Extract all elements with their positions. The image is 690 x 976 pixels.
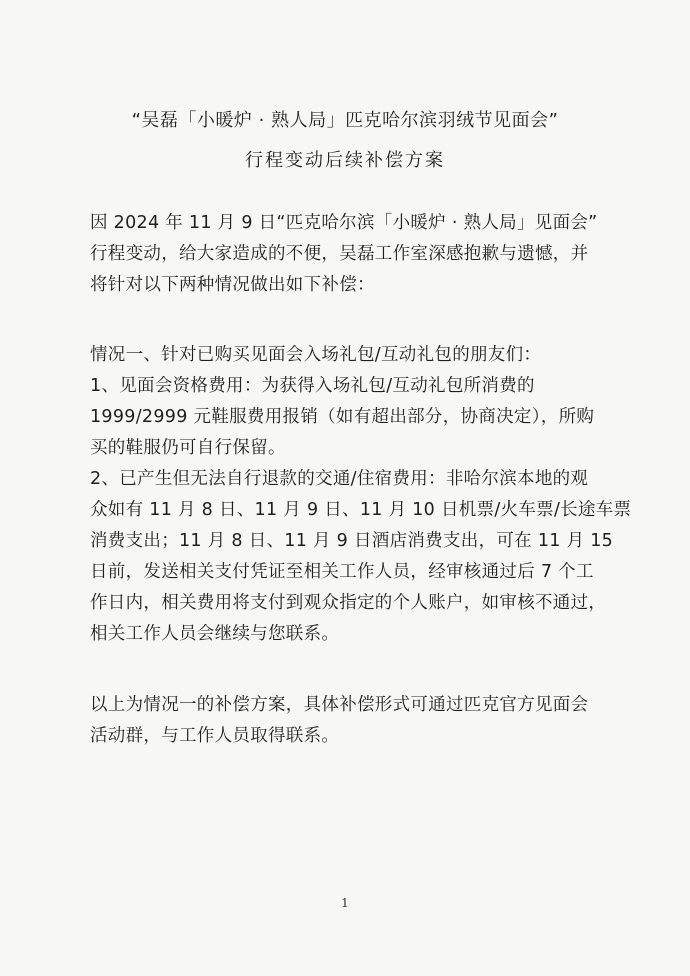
closing-line: 活动群，与工作人员取得联系。 <box>90 726 340 746</box>
case-one-line: 1999/2999 元鞋服费用报销（如有超出部分，协商决定），所购 <box>90 407 595 427</box>
closing-line: 以上为情况一的补偿方案，具体补偿形式可通过匹克官方见面会 <box>90 695 589 715</box>
document-subtitle: 行程变动后续补偿方案 <box>245 150 445 171</box>
case-one-line: 买的鞋服仍可自行保留。 <box>90 438 286 458</box>
document-title: “吴磊「小暖炉 · 熟人局」匹克哈尔滨羽绒节见面会” <box>131 110 559 131</box>
case-one-line: 众如有 11 月 8 日、11 月 9 日、11 月 10 日机票/火车票/长途车票 <box>90 500 632 520</box>
case-one-line: 2、已产生但无法自行退款的交通/住宿费用：非哈尔滨本地的观 <box>90 469 589 489</box>
intro-paragraph <box>90 208 620 301</box>
case-one-line: 作日内，相关费用将支付到观众指定的个人账户，如审核不通过， <box>90 593 607 613</box>
case-one-line: 1、见面会资格费用：为获得入场礼包/互动礼包所消费的 <box>90 376 535 396</box>
case-one-line: 相关工作人员会继续与您联系。 <box>90 624 340 644</box>
case-one-line: 消费支出；11 月 8 日、11 月 9 日酒店消费支出，可在 11 月 15 <box>90 531 614 551</box>
case-one-section <box>90 340 632 650</box>
intro-line: 将针对以下两种情况做出如下补偿： <box>90 275 375 295</box>
intro-line: 因 2024 年 11 月 9 日“匹克哈尔滨「小暖炉 · 熟人局」见面会” <box>90 213 598 233</box>
case-one-heading: 情况一、针对已购买见面会入场礼包/互动礼包的朋友们： <box>90 345 542 365</box>
page-number: 1 <box>341 896 349 910</box>
closing-paragraph <box>90 690 620 752</box>
case-one-line: 日前，发送相关支付凭证至相关工作人员，经审核通过后 7 个工 <box>90 562 594 582</box>
intro-line: 行程变动，给大家造成的不便，吴磊工作室深感抱歉与遗憾，并 <box>90 244 589 264</box>
